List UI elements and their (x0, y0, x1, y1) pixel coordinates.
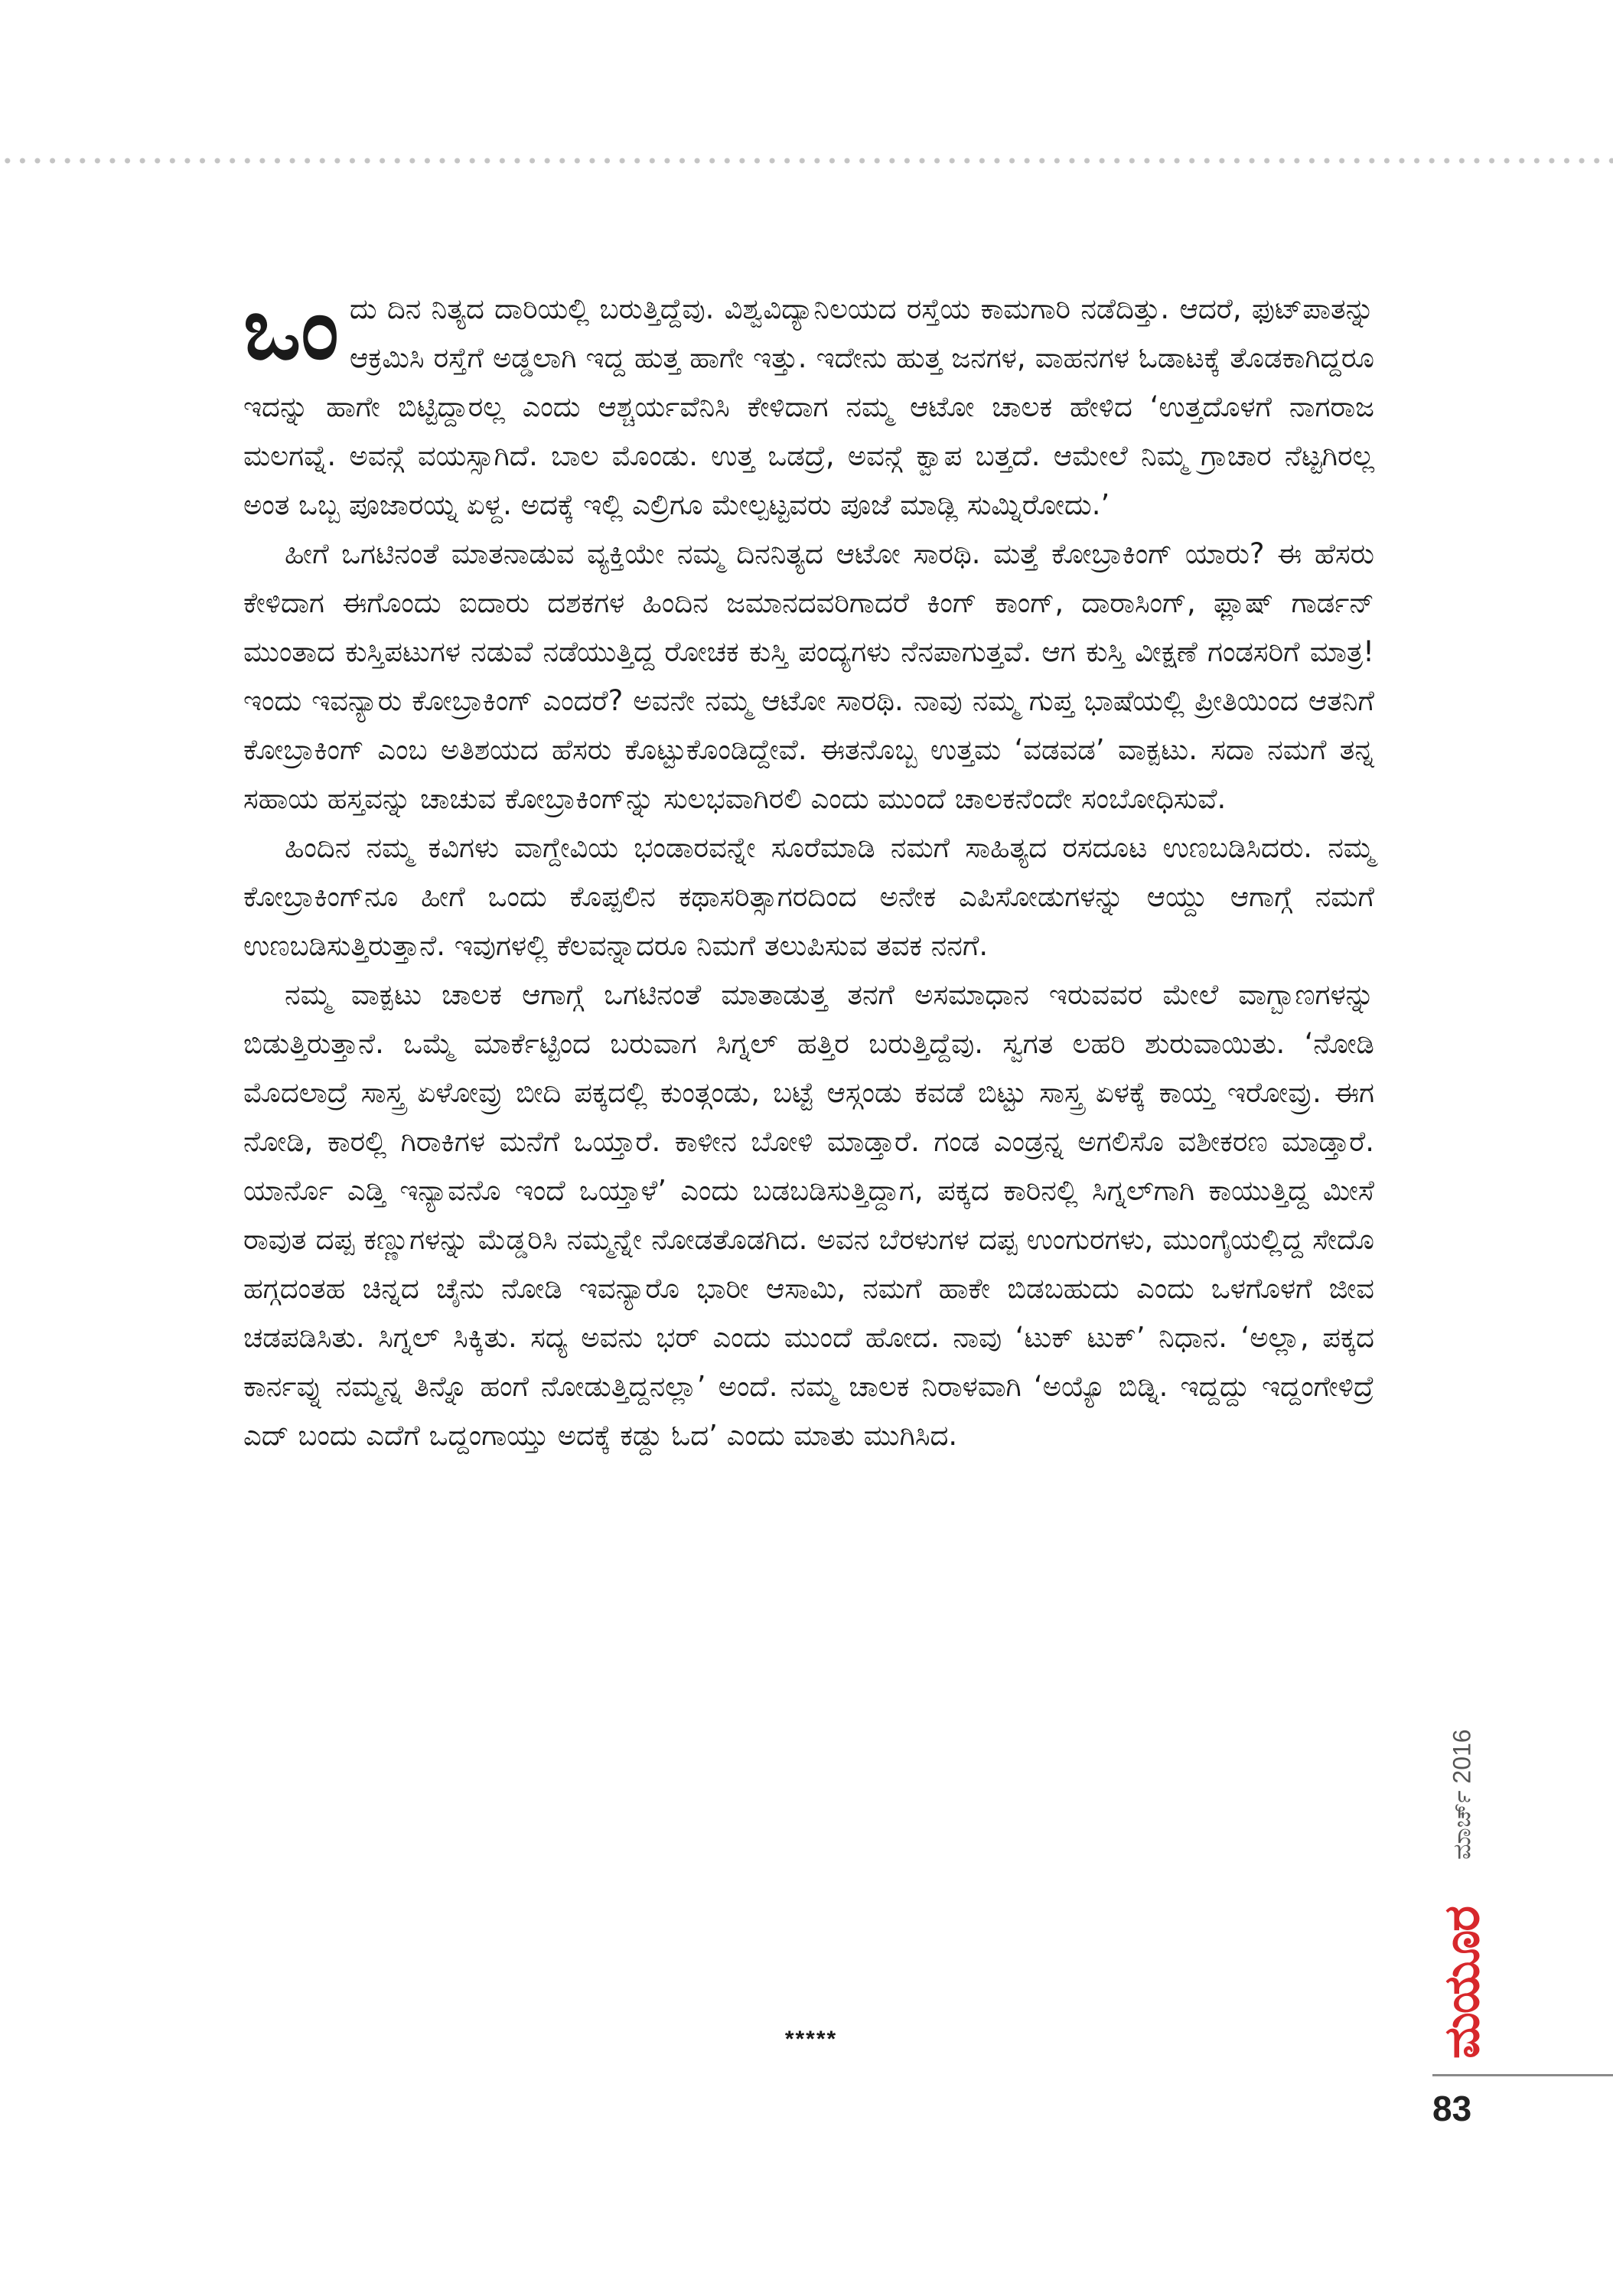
dotted-separator (0, 157, 1613, 165)
magazine-logo: ಮಯೂರ (1434, 1906, 1491, 2059)
article-paragraph-4: ನಮ್ಮ ವಾಕ್ಪಟು ಚಾಲಕ ಆಗಾಗ್ಗೆ ಒಗಟಿನಂತೆ ಮಾತಾಡುತ್ತ ತನಗೆ ಅಸಮಾಧಾನ ಇರುವವರ ಮೇಲೆ ವಾಗ್ಬಾಣಗಳನ್ನು ಬಿಡುತ್ತಿರುತ್ತಾನೆ. ಒಮ್ಮೆ ಮಾರ್ಕೆಟ್ಟಿಂದ ಬರುವಾಗ ಸಿಗ್ನಲ್ ಹತ್ತಿರ ಬರುತ್ತಿದ್ದೆವು. ಸ್ವಗತ ಲಹರಿ ಶುರುವಾಯಿತು. ‘ನೋಡಿ ಮೊದಲಾದ್ರೆ ಸಾಸ್ತ್ರ ಏಳೋವ್ರು ಬೀದಿ ಪಕ್ಕದಲ್ಲಿ ಕುಂತ್ಗಂಡು, ಬಟ್ಟೆ ಆಸ್ಗಂಡು ಕವಡೆ ಬಿಟ್ಟು ಸಾಸ್ತ್ರ ಏಳಕ್ಕೆ ಕಾಯ್ತ ಇರೋವ್ರು. ಈಗ ನೋಡಿ, ಕಾರಲ್ಲಿ ಗಿರಾಕಿಗಳ ಮನೆಗೆ ಒಯ್ತಾರೆ. ಕಾಳೀನ ಬೋಳಿ ಮಾಡ್ತಾರೆ. ಗಂಡ ಎಂಡ್ರನ್ನ ಅಗಲಿಸೊ ವಶೀಕರಣ ಮಾಡ್ತಾರೆ. ಯಾರ್ನೊ ಎಡ್ತಿ ಇನ್ಯಾವನೊ ಇಂದೆ ಒಯ್ತಾಳೆ’ ಎಂದು ಬಡಬಡಿಸುತ್ತಿದ್ದಾಗ, ಪಕ್ಕದ ಕಾರಿನಲ್ಲಿ ಸಿಗ್ನಲ್‌ಗಾಗಿ ಕಾಯುತ್ತಿದ್ದ ಮೀಸೆ ರಾವುತ ದಪ್ಪ ಕಣ್ಣುಗಳನ್ನು ಮೆಡ್ಡರಿಸಿ ನಮ್ಮನ್ನೇ ನೋಡತೊಡಗಿದ. ಅವನ ಬೆರಳುಗಳ ದಪ್ಪ ಉಂಗುರಗಳು, ಮುಂಗೈಯಲ್ಲಿದ್ದ ಸೇದೊ ಹಗ್ಗದಂತಹ ಚಿನ್ನದ ಚೈನು ನೋಡಿ ಇವನ್ಯಾರೊ ಭಾರೀ ಆಸಾಮಿ, ನಮಗೆ ಹಾಕೇ ಬಿಡಬಹುದು ಎಂದು ಒಳಗೊಳಗೆ ಜೀವ ಚಡಪಡಿಸಿತು. ಸಿಗ್ನಲ್ ಸಿಕ್ಕಿತು. ಸದ್ಯ ಅವನು ಭರ್ ಎಂದು ಮುಂದೆ ಹೋದ. ನಾವು ‘ಟುಕ್ ಟುಕ್’ ನಿಧಾನ. ‘ಅಲ್ಲಾ, ಪಕ್ಕದ ಕಾರ್ನವ್ನು ನಮ್ಮನ್ನ ತಿನ್ನೊ ಹಂಗೆ ನೋಡುತ್ತಿದ್ದನಲ್ಲಾ’ ಅಂದೆ. ನಮ್ಮ ಚಾಲಕ ನಿರಾಳವಾಗಿ ‘ಅಯ್ಯೊ ಬಿಡ್ನಿ. ಇದ್ದದ್ದು ಇದ್ದಂಗೇಳಿದ್ರೆ ಎದ್ ಬಂದು ಎದೆಗೆ ಒದ್ದಂಗಾಯ್ತು ಅದಕ್ಕೆ ಕಡ್ದು ಓದ’ ಎಂದು ಮಾತು ಮುಗಿಸಿದ. (243, 978, 1374, 1452)
article-paragraph-2: ಹೀಗೆ ಒಗಟಿನಂತೆ ಮಾತನಾಡುವ ವ್ಯಕ್ತಿಯೇ ನಮ್ಮ ದಿನನಿತ್ಯದ ಆಟೋ ಸಾರಥಿ. ಮತ್ತೆ ಕೋಬ್ರಾಕಿಂಗ್ ಯಾರು? ಈ ಹೆಸರು ಕೇಳಿದಾಗ ಈಗೊಂದು ಐದಾರು ದಶಕಗಳ ಹಿಂದಿನ ಜಮಾನದವರಿಗಾದರೆ ಕಿಂಗ್ ಕಾಂಗ್, ದಾರಾಸಿಂಗ್, ಫ್ಲಾಷ್ ಗಾರ್ಡನ್ ಮುಂತಾದ ಕುಸ್ತಿಪಟುಗಳ ನಡುವೆ ನಡೆಯುತ್ತಿದ್ದ ರೋಚಕ ಕುಸ್ತಿ ಪಂದ್ಯಗಳು ನೆನಪಾಗುತ್ತವೆ. ಆಗ ಕುಸ್ತಿ ವೀಕ್ಷಣೆ ಗಂಡಸರಿಗೆ ಮಾತ್ರ! ಇಂದು ಇವನ್ಯಾರು ಕೋಬ್ರಾಕಿಂಗ್ ಎಂದರೆ? ಅವನೇ ನಮ್ಮ ಆಟೋ ಸಾರಥಿ. ನಾವು ನಮ್ಮ ಗುಪ್ತ ಭಾಷೆಯಲ್ಲಿ ಪ್ರೀತಿಯಿಂದ ಆತನಿಗೆ ಕೋಬ್ರಾಕಿಂಗ್ ಎಂಬ ಅತಿಶಯದ ಹೆಸರು ಕೊಟ್ಟುಕೊಂಡಿದ್ದೇವೆ. ಈತನೊಬ್ಬ ಉತ್ತಮ ‘ವಡವಡ’ ವಾಕ್ಪಟು. ಸದಾ ನಮಗೆ ತನ್ನ ಸಹಾಯ ಹಸ್ತವನ್ನು ಚಾಚುವ ಕೋಬ್ರಾಕಿಂಗ್‌ನ್ನು ಸುಲಭವಾಗಿರಲಿ ಎಂದು ಮುಂದೆ ಚಾಲಕನೆಂದೇ ಸಂಬೋಧಿಸುವೆ. (243, 537, 1374, 815)
article-paragraph-1 (243, 279, 1374, 530)
article-paragraph-3: ಹಿಂದಿನ ನಮ್ಮ ಕವಿಗಳು ವಾಗ್ದೇವಿಯ ಭಂಡಾರವನ್ನೇ ಸೂರೆಮಾಡಿ ನಮಗೆ ಸಾಹಿತ್ಯದ ರಸದೂಟ ಉಣಬಡಿಸಿದರು. ನಮ್ಮ ಕೋಬ್ರಾಕಿಂಗ್‌ನೂ ಹೀಗೆ ಒಂದು ಕೊಪ್ಪಲಿನ ಕಥಾಸರಿತ್ಸಾಗರದಿಂದ ಅನೇಕ ಎಪಿಸೋಡುಗಳನ್ನು ಆಯ್ದು ಆಗಾಗ್ಗೆ ನಮಗೆ ಉಣಬಡಿಸುತ್ತಿರುತ್ತಾನೆ. ಇವುಗಳಲ್ಲಿ ಕೆಲವನ್ನಾದರೂ ನಿಮಗೆ ತಲುಪಿಸುವ ತವಕ ನನಗೆ. (243, 831, 1374, 962)
paragraph-text: ದು ದಿನ ನಿತ್ಯದ ದಾರಿಯಲ್ಲಿ ಬರುತ್ತಿದ್ದೆವು. ವಿಶ್ವವಿದ್ಯಾನಿಲಯದ ರಸ್ತೆಯ ಕಾಮಗಾರಿ ನಡೆದಿತ್ತು. ಆದರೆ, ಫುಟ್‌ಪಾತನ್ನು ಆಕ್ರಮಿಸಿ ರಸ್ತೆಗೆ ಅಡ್ಡಲಾಗಿ ಇದ್ದ ಹುತ್ತ ಹಾಗೇ ಇತ್ತು. ಇದೇನು ಹುತ್ತ ಜನಗಳ, ವಾಹನಗಳ ಓಡಾಟಕ್ಕೆ ತೊಡಕಾಗಿದ್ದರೂ ಇದನ್ನು ಹಾಗೇ ಬಿಟ್ಟಿದ್ದಾರಲ್ಲ ಎಂದು ಆಶ್ಚರ್ಯವೆನಿಸಿ ಕೇಳಿದಾಗ ನಮ್ಮ ಆಟೋ ಚಾಲಕ ಹೇಳಿದ ‘ಉತ್ತದೊಳಗೆ ನಾಗರಾಜ ಮಲಗವ್ನೆ. ಅವನ್ಗೆ ವಯಸ್ಸಾಗಿದೆ. ಬಾಲ ಮೊಂಡು. ಉತ್ತ ಒಡದ್ರೆ, ಅವನ್ಗೆ ಕ್ವಾಪ ಬತ್ತದೆ. ಆಮೇಲೆ ನಿಮ್ಮ ಗ್ರಾಚಾರ ನೆಟ್ಟಗಿರಲ್ಲ ಅಂತ ಒಬ್ಬ ಪೂಜಾರಯ್ನ ಏಳ್ದ. ಅದಕ್ಕೆ ಇಲ್ಲಿ ಎಲ್ರಿಗೂ ಮೇಲ್ಪಟ್ಟವರು ಪೂಜೆ ಮಾಡ್ಲಿ ಸುಮ್ನಿರೋದು.’ (243, 292, 1374, 521)
end-mark: ***** (784, 2027, 838, 2052)
article-body (243, 279, 1374, 1460)
issue-date: ಮಾರ್ಚ್ 2016 (1448, 1729, 1476, 1860)
page-number-rule (1432, 2074, 1613, 2076)
page-number: 83 (1432, 2089, 1472, 2128)
drop-cap: ಒಂ (243, 279, 339, 379)
